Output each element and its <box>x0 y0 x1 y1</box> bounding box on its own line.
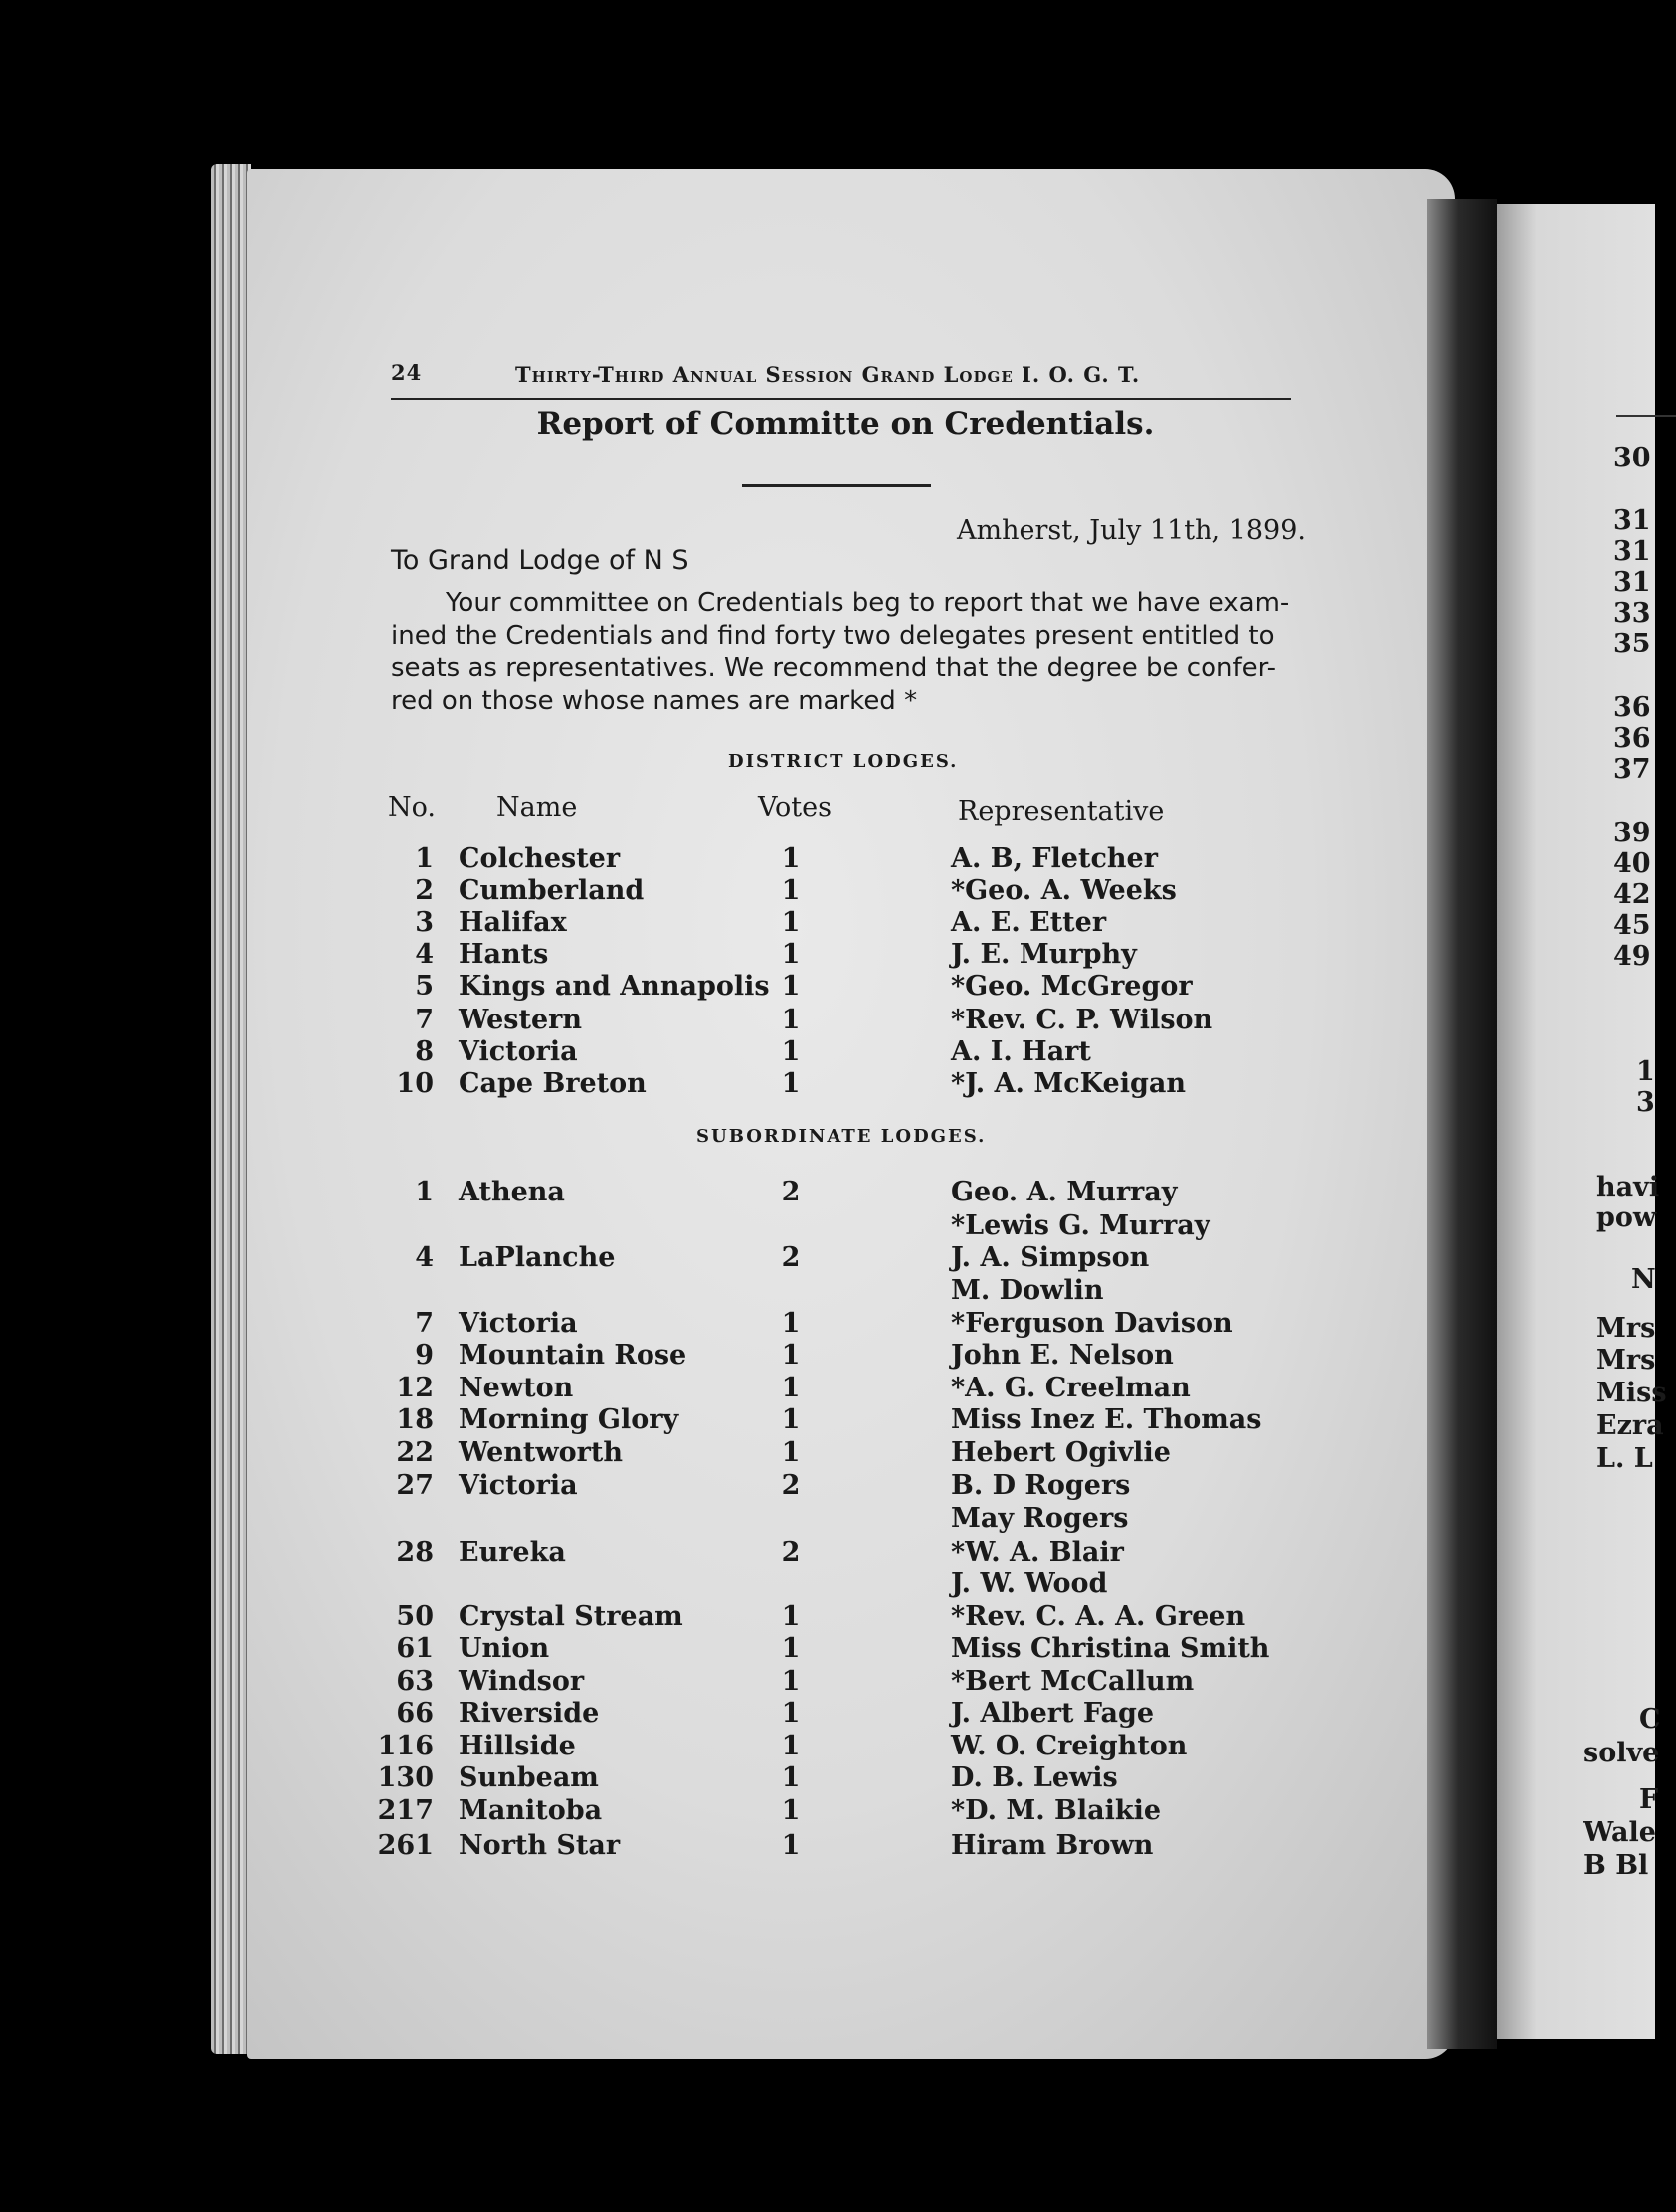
table-row <box>0 1005 1655 1036</box>
dateline: Amherst, July 11th, 1899. <box>957 515 1306 546</box>
facing-page-rule <box>1616 415 1676 417</box>
facing-text: 36 <box>1613 723 1651 754</box>
lodge-number: 261 <box>377 1830 434 1861</box>
subordinate-lodges-heading: SUBORDINATE LODGES. <box>696 1126 987 1147</box>
table-row <box>0 1373 1655 1404</box>
lodge-votes: 1 <box>781 939 801 970</box>
district-lodges-heading: DISTRICT LODGES. <box>728 751 959 772</box>
lodge-name: Athena <box>459 1177 565 1207</box>
lodge-votes: 1 <box>781 1373 801 1403</box>
lodge-number: 22 <box>396 1437 434 1468</box>
lodge-representative: Hebert Ogivlie <box>951 1437 1171 1468</box>
lodge-name: Victoria <box>459 1036 578 1067</box>
lodge-representative: A. B, Fletcher <box>951 843 1158 874</box>
facing-text: 33 <box>1613 598 1651 629</box>
lodge-number: 63 <box>396 1666 434 1697</box>
facing-text: F <box>1639 1784 1659 1815</box>
lodge-representative: *Ferguson Davison <box>951 1308 1233 1339</box>
lodge-name: Eureka <box>459 1537 566 1567</box>
lodge-representative: M. Dowlin <box>951 1275 1104 1306</box>
facing-text: C <box>1639 1704 1661 1735</box>
table-row <box>0 1068 1655 1100</box>
lodge-votes: 1 <box>781 1308 801 1339</box>
table-row <box>0 1537 1655 1568</box>
facing-text: 30 <box>1613 443 1651 473</box>
lodge-votes: 1 <box>781 1698 801 1729</box>
lodge-name: Newton <box>459 1373 574 1403</box>
table-row <box>0 1036 1655 1068</box>
lodge-votes: 1 <box>781 1437 801 1468</box>
lodge-number: 66 <box>396 1698 434 1729</box>
facing-text: Wale <box>1583 1817 1656 1848</box>
table-row <box>0 1601 1655 1633</box>
lodge-votes: 2 <box>781 1177 801 1207</box>
lodge-number: 4 <box>415 939 434 970</box>
paragraph-line: Your committee on Credentials beg to report that we have exam- <box>446 588 1290 618</box>
lodge-number: 50 <box>396 1601 434 1632</box>
facing-text: Miss <box>1596 1378 1667 1408</box>
lodge-representative: J. W. Wood <box>951 1568 1108 1599</box>
column-header-votes: Votes <box>758 792 832 823</box>
salutation: To Grand Lodge of N S <box>391 545 689 576</box>
lodge-representative: *Geo. A. Weeks <box>951 875 1177 906</box>
lodge-votes: 1 <box>781 1404 801 1435</box>
lodge-representative: *D. M. Blaikie <box>951 1795 1162 1826</box>
table-row <box>0 843 1655 875</box>
facing-text: 37 <box>1613 754 1651 785</box>
lodge-representative: May Rogers <box>951 1503 1129 1534</box>
lodge-votes: 1 <box>781 971 801 1002</box>
lodge-name: Riverside <box>459 1698 600 1729</box>
lodge-number: 7 <box>415 1308 434 1339</box>
lodge-number: 12 <box>396 1373 434 1403</box>
lodge-representative: A. I. Hart <box>951 1036 1091 1067</box>
table-row <box>0 1275 1655 1307</box>
lodge-number: 217 <box>377 1795 434 1826</box>
lodge-representative: John E. Nelson <box>951 1340 1174 1371</box>
lodge-number: 9 <box>415 1340 434 1371</box>
title-rule <box>742 484 931 487</box>
facing-text: Mrs <box>1596 1345 1656 1376</box>
report-paragraph <box>391 587 1291 718</box>
running-header <box>391 358 1291 400</box>
lodge-number: 10 <box>396 1068 434 1099</box>
facing-text: 49 <box>1613 941 1651 972</box>
lodge-name: Wentworth <box>459 1437 623 1468</box>
facing-text: 31 <box>1613 536 1651 567</box>
lodge-representative: *Lewis G. Murray <box>951 1210 1210 1241</box>
lodge-votes: 1 <box>781 1830 801 1861</box>
facing-text: 45 <box>1613 910 1651 941</box>
table-row <box>0 1568 1655 1600</box>
page-number: 24 <box>391 360 423 385</box>
paragraph-line: ined the Credentials and find forty two delegates present entitled to <box>391 621 1275 650</box>
table-row <box>0 1210 1655 1242</box>
running-title: Thirty-Third Annual Session Grand Lodge I. O. G. T. <box>515 362 1141 387</box>
lodge-votes: 1 <box>781 1036 801 1067</box>
lodge-number: 18 <box>396 1404 434 1435</box>
lodge-name: Cape Breton <box>459 1068 647 1099</box>
column-header-no: No. <box>388 792 436 823</box>
table-row <box>0 971 1655 1003</box>
facing-text: B Bl <box>1583 1850 1649 1881</box>
table-row <box>0 1830 1655 1862</box>
lodge-number: 3 <box>415 907 434 938</box>
facing-text: solve <box>1583 1738 1660 1768</box>
lodge-votes: 1 <box>781 1795 801 1826</box>
lodge-name: Colchester <box>459 843 621 874</box>
table-row <box>0 1308 1655 1340</box>
facing-text: Mrs <box>1596 1313 1656 1344</box>
lodge-representative: Hiram Brown <box>951 1830 1154 1861</box>
facing-text: 31 <box>1613 567 1651 598</box>
facing-text: 31 <box>1613 505 1651 536</box>
lodge-number: 27 <box>396 1470 434 1501</box>
facing-text: pow <box>1596 1202 1657 1233</box>
facing-text: 36 <box>1613 692 1651 723</box>
facing-text: 42 <box>1613 879 1651 910</box>
lodge-name: Windsor <box>459 1666 585 1697</box>
lodge-number: 1 <box>415 843 434 874</box>
lodge-representative: *Rev. C. P. Wilson <box>951 1005 1213 1035</box>
facing-text: 35 <box>1613 629 1651 659</box>
lodge-votes: 1 <box>781 1666 801 1697</box>
lodge-name: LaPlanche <box>459 1242 616 1273</box>
lodge-representative: *Bert McCallum <box>951 1666 1195 1697</box>
lodge-votes: 1 <box>781 1340 801 1371</box>
lodge-votes: 1 <box>781 1601 801 1632</box>
lodge-votes: 1 <box>781 843 801 874</box>
lodge-representative: D. B. Lewis <box>951 1762 1118 1793</box>
lodge-number: 116 <box>377 1731 434 1761</box>
lodge-name: Halifax <box>459 907 567 938</box>
table-row <box>0 939 1655 971</box>
lodge-name: Victoria <box>459 1308 578 1339</box>
lodge-representative: *Rev. C. A. A. Green <box>951 1601 1246 1632</box>
report-title: Report of Committe on Credentials. <box>536 406 1155 442</box>
lodge-representative: J. E. Murphy <box>951 939 1137 970</box>
table-row <box>0 1404 1655 1436</box>
table-row <box>0 1503 1655 1535</box>
lodge-number: 7 <box>415 1005 434 1035</box>
lodge-name: North Star <box>459 1830 621 1861</box>
lodge-number: 61 <box>396 1633 434 1664</box>
facing-text: 39 <box>1613 818 1651 848</box>
table-row <box>0 875 1655 907</box>
lodge-votes: 1 <box>781 1005 801 1035</box>
table-row <box>0 1666 1655 1698</box>
paragraph-line: red on those whose names are marked * <box>391 686 918 716</box>
lodge-votes: 1 <box>781 907 801 938</box>
lodge-name: Sunbeam <box>459 1762 599 1793</box>
lodge-votes: 1 <box>781 875 801 906</box>
lodge-representative: W. O. Creighton <box>951 1731 1188 1761</box>
lodge-number: 1 <box>415 1177 434 1207</box>
lodge-representative: *Geo. McGregor <box>951 971 1193 1002</box>
table-row <box>0 1698 1655 1730</box>
lodge-name: Western <box>459 1005 583 1035</box>
table-row <box>0 1795 1655 1827</box>
lodge-name: Victoria <box>459 1470 578 1501</box>
lodge-representative: B. D Rogers <box>951 1470 1131 1501</box>
lodge-votes: 1 <box>781 1068 801 1099</box>
lodge-representative: Miss Inez E. Thomas <box>951 1404 1262 1435</box>
column-header-representative: Representative <box>958 796 1165 827</box>
facing-text: Ezra <box>1596 1410 1664 1441</box>
lodge-representative: Miss Christina Smith <box>951 1633 1270 1664</box>
lodge-name: Mountain Rose <box>459 1340 687 1371</box>
lodge-number: 4 <box>415 1242 434 1273</box>
lodge-representative: *W. A. Blair <box>951 1537 1124 1567</box>
table-row <box>0 1340 1655 1372</box>
lodge-votes: 1 <box>781 1633 801 1664</box>
facing-text: havi <box>1596 1172 1660 1202</box>
table-row <box>0 907 1655 939</box>
table-row <box>0 1242 1655 1274</box>
facing-text: 40 <box>1613 848 1651 879</box>
table-row <box>0 1177 1655 1208</box>
lodge-votes: 1 <box>781 1731 801 1761</box>
lodge-name: Cumberland <box>459 875 645 906</box>
lodge-number: 8 <box>415 1036 434 1067</box>
lodge-votes: 2 <box>781 1470 801 1501</box>
lodge-name: Kings and Annapolis <box>459 971 770 1002</box>
lodge-name: Union <box>459 1633 550 1664</box>
paragraph-line: seats as representatives. We recommend that the degree be confer- <box>391 653 1277 683</box>
table-row <box>0 1762 1655 1794</box>
table-row <box>0 1470 1655 1502</box>
lodge-name: Manitoba <box>459 1795 603 1826</box>
lodge-number: 130 <box>377 1762 434 1793</box>
facing-text: N <box>1631 1264 1656 1295</box>
lodge-name: Hants <box>459 939 549 970</box>
lodge-representative: J. A. Simpson <box>951 1242 1150 1273</box>
lodge-votes: 1 <box>781 1762 801 1793</box>
lodge-representative: *J. A. McKeigan <box>951 1068 1186 1099</box>
facing-text: L. L <box>1596 1443 1653 1474</box>
lodge-votes: 2 <box>781 1537 801 1567</box>
lodge-name: Morning Glory <box>459 1404 679 1435</box>
lodge-representative: Geo. A. Murray <box>951 1177 1178 1207</box>
lodge-name: Hillside <box>459 1731 576 1761</box>
lodge-representative: A. E. Etter <box>951 907 1107 938</box>
lodge-name: Crystal Stream <box>459 1601 683 1632</box>
lodge-representative: J. Albert Fage <box>951 1698 1155 1729</box>
table-row <box>0 1437 1655 1469</box>
table-row <box>0 1633 1655 1665</box>
lodge-number: 5 <box>415 971 434 1002</box>
lodge-representative: *A. G. Creelman <box>951 1373 1191 1403</box>
lodge-number: 28 <box>396 1537 434 1567</box>
table-row <box>0 1731 1655 1762</box>
lodge-number: 2 <box>415 875 434 906</box>
column-header-name: Name <box>496 792 578 823</box>
facing-text: 3 <box>1636 1087 1655 1118</box>
facing-text: 1 <box>1636 1056 1655 1087</box>
lodge-votes: 2 <box>781 1242 801 1273</box>
